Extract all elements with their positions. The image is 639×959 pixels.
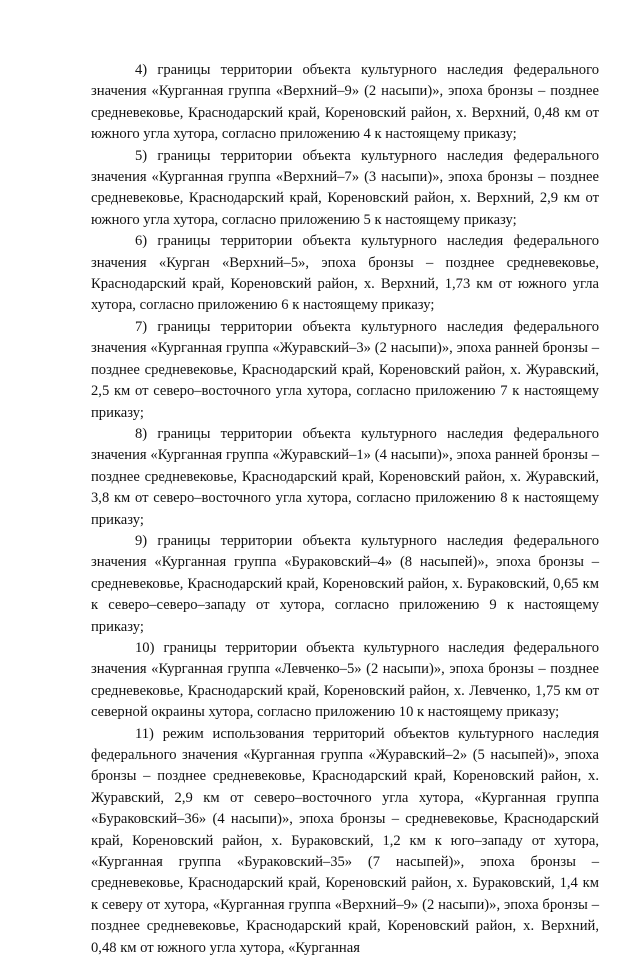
paragraph-item-9: 9) границы территории объекта культурного наследия федерального значения «Курганная группа «Бураковский–4» (8 насыпей)», эпоха бронзы – средневековье, Краснодарский край, Кореновский район, х. Бураковский, 0,65 км к северо–северо–западу от хутора, согласно приложению 9 к настоящему приказу; [91,532,599,635]
paragraph-item-11: 11) режим использования территорий объектов культурного наследия федерального значения «Курганная группа «Журавский–2» (5 насыпей)», эпоха бронзы – позднее средневековье, Краснодарский край, Кореновский район, х. Журавский, 2,9 км от северо–восточного угла хутора, «Курганная группа «Бураковский–36» (4 насыпи)», эпоха бронзы – средневековье, Краснодарский край, Кореновский район, х. Бураковский, 1,2 км к юго–западу от хутора, «Курганная группа «Бураковский–35» (7 насыпей)», эпоха бронзы –средневековье, Краснодарский край, Кореновский район, х. Бураковский, 1,4 км к северу от хутора, «Курганная группа «Верхний–9» (2 насыпи)», эпоха бронзы – позднее средневековье, Краснодарский край, Кореновский район, х. Верхний, 0,48 км от южного угла хутора, «Курганная [91,725,599,956]
paragraph-item-4: 4) границы территории объекта культурного наследия федерального значения «Курганная группа «Верхний–9» (2 насыпи)», эпоха бронзы – позднее средневековье, Краснодарский край, Кореновский район, х. Верхний, 0,48 км от южного угла хутора, согласно приложению 4 к настоящему приказу; [91,62,599,143]
paragraph-item-10: 10) границы территории объекта культурного наследия федерального значения «Курганная группа «Левченко–5» (2 насыпи)», эпоха бронзы – позднее средневековье, Краснодарский край, Кореновский район, х. Левченко, 1,75 км от северной окраины хутора, согласно приложению 10 к настоящему приказу; [91,639,599,721]
paragraph-item-8: 8) границы территории объекта культурного наследия федерального значения «Курганная группа «Журавский–1» (4 насыпи)», эпоха ранней бронзы – позднее средневековье, Краснодарский край, Кореновский район, х. Журавский, 3,8 км от северо–восточного угла хутора, согласно приложению 8 к настоящему приказу; [91,425,599,528]
document-body [91,60,599,959]
paragraph-item-5: 5) границы территории объекта культурного наследия федерального значения «Курганная группа «Верхний–7» (3 насыпи)», эпоха бронзы – позднее средневековье, Краснодарский край, Кореновский район, х. Верхний, 2,9 км от южного угла хутора, согласно приложению 5 к настоящему приказу; [91,147,599,228]
paragraph-item-7: 7) границы территории объекта культурного наследия федерального значения «Курганная группа «Журавский–3» (2 насыпи)», эпоха ранней бронзы – позднее средневековье, Краснодарский край, Кореновский район, х. Журавский, 2,5 км от северо–восточного угла хутора, согласно приложению 7 к настоящему приказу; [91,318,599,421]
paragraph-item-6: 6) границы территории объекта культурного наследия федерального значения «Курган «Верхний–5», эпоха бронзы – позднее средневековье, Краснодарский край, Кореновский район, х. Верхний, 1,73 км от южного угла хутора, согласно приложению 6 к настоящему приказу; [91,233,599,314]
